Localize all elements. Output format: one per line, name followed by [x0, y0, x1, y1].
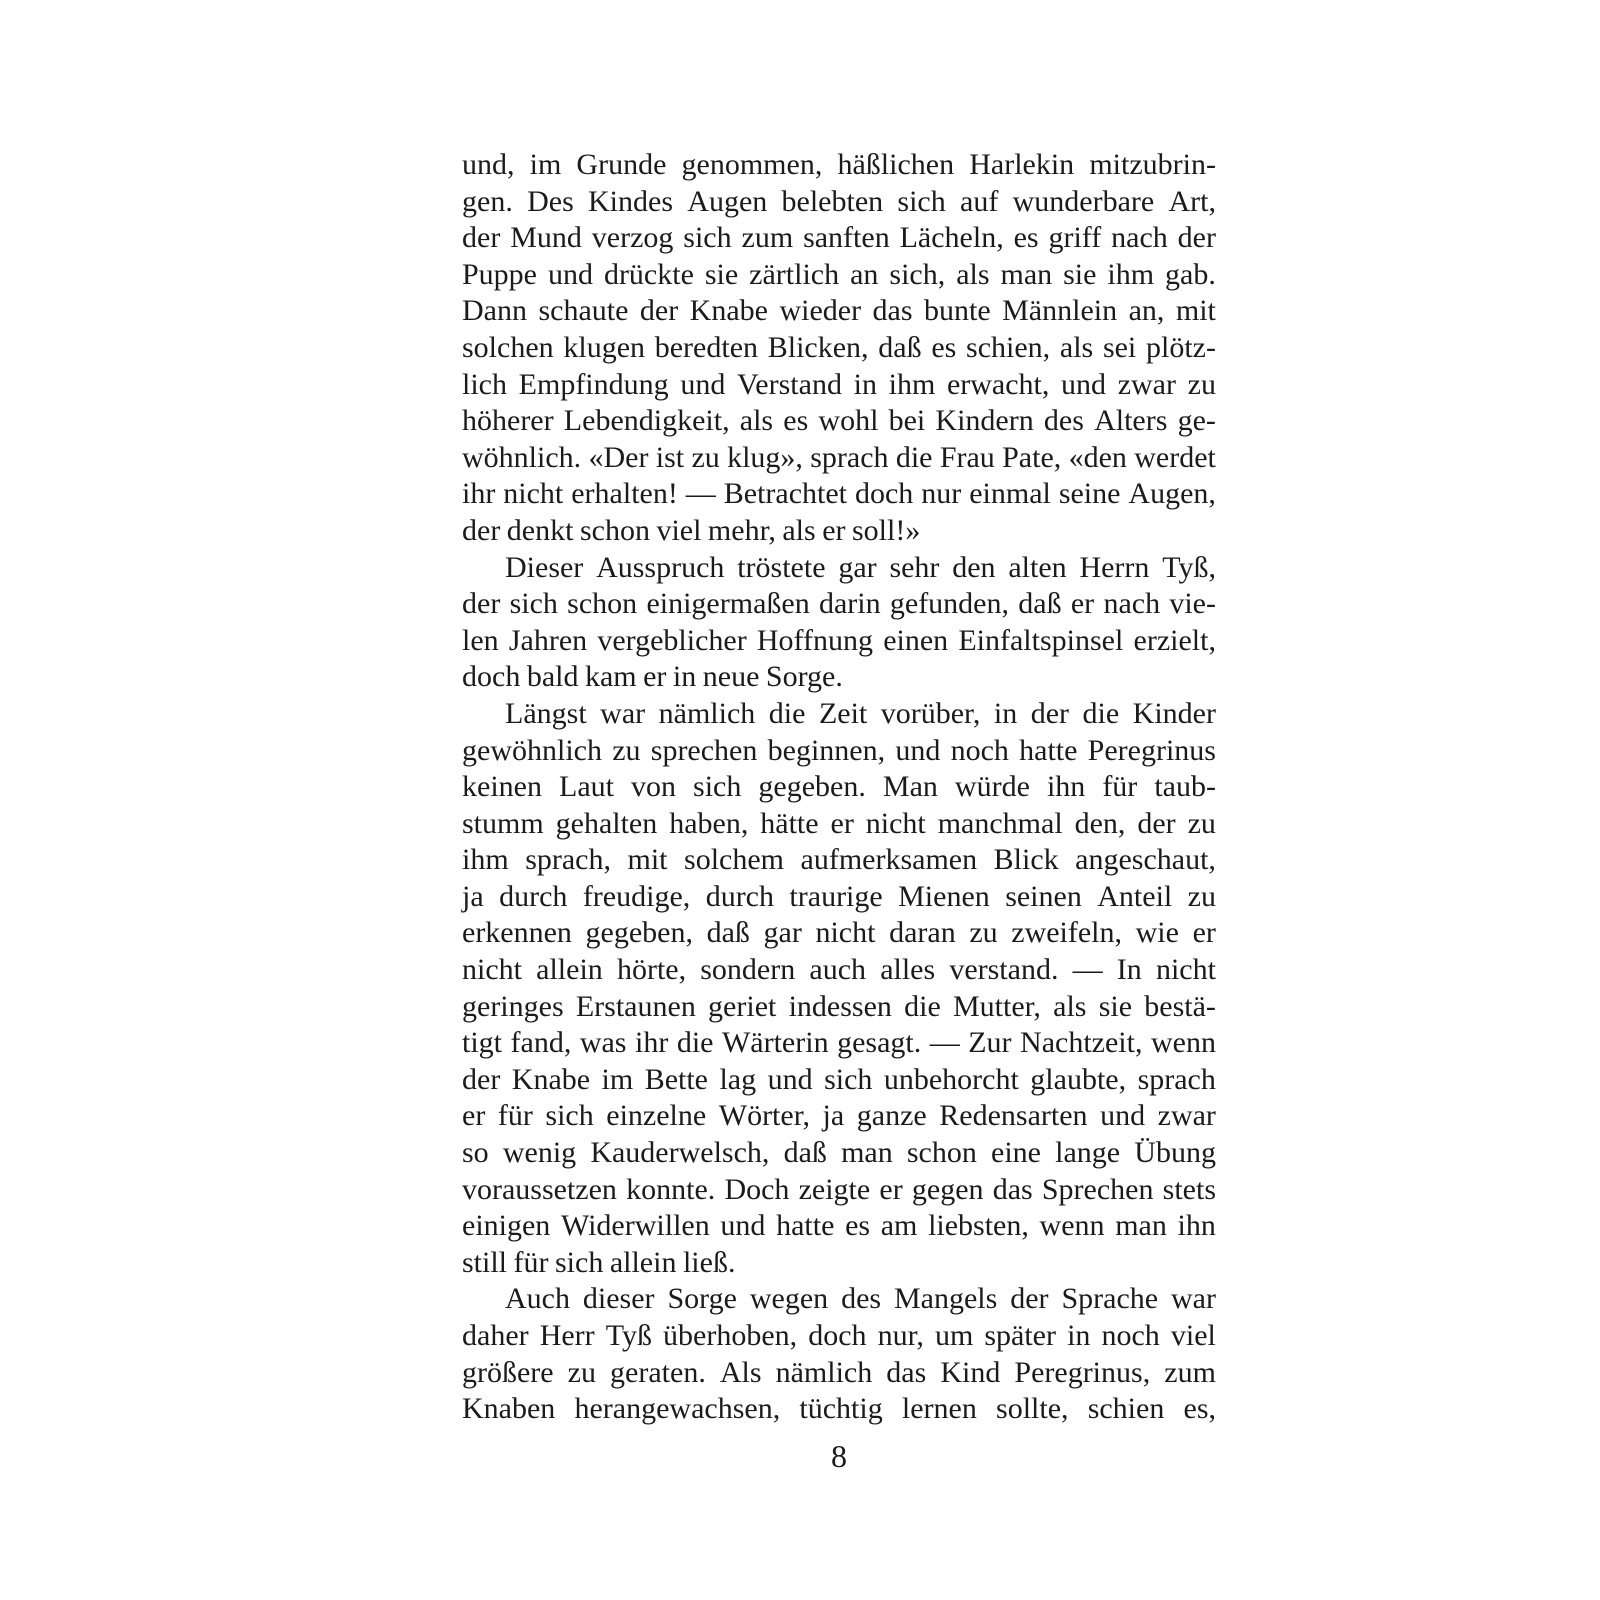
text-line: keinen Laut von sich gegeben. Man würde ihn für taub-: [462, 770, 1216, 804]
text-line: ihm sprach, mit solchem aufmerksamen Blick angeschaut,: [462, 843, 1216, 877]
text-line: solchen klugen beredten Blicken, daß es schien, als sei plötz-: [462, 330, 1216, 364]
paragraph: [462, 1281, 1216, 1427]
text-line: Dieser Ausspruch tröstete gar sehr den alten Herrn Tyß,: [505, 550, 1216, 584]
text-line: einigen Widerwillen und hatte es am liebsten, wenn man ihn: [462, 1209, 1216, 1243]
paragraph: [462, 696, 1216, 1282]
text-line: der Knabe im Bette lag und sich unbehorcht glaubte, sprach: [462, 1062, 1216, 1096]
text-line: ja durch freudige, durch traurige Mienen seinen Anteil zu: [462, 879, 1216, 913]
text-line: höherer Lebendigkeit, als es wohl bei Kindern des Alters ge-: [462, 404, 1216, 438]
text-line: lich Empfindung und Verstand in ihm erwacht, und zwar zu: [462, 367, 1216, 401]
paragraph: [462, 147, 1216, 550]
text-line: len Jahren vergeblicher Hoffnung einen Einfaltspinsel erzielt,: [462, 623, 1216, 657]
text-line: daher Herr Tyß überhoben, doch nur, um später in noch viel: [462, 1319, 1216, 1352]
text-line: nicht allein hörte, sondern auch alles verstand. — In nicht: [462, 953, 1216, 987]
text-line: größere zu geraten. Als nämlich das Kind Peregrinus, zum: [462, 1355, 1216, 1389]
text-line: ihr nicht erhalten! — Betrachtet doch nur einmal seine Augen,: [462, 477, 1216, 511]
text-line: stumm gehalten haben, hätte er nicht manchmal den, der zu: [462, 806, 1216, 840]
text-line: erkennen gegeben, daß gar nicht daran zu zweifeln, wie er: [462, 916, 1216, 950]
text-line: geringes Erstaunen geriet indessen die Mutter, als sie bestä-: [462, 989, 1216, 1023]
text-line: gewöhnlich zu sprechen beginnen, und noch hatte Peregrinus: [462, 733, 1216, 767]
page-number: 8: [831, 1438, 847, 1474]
text-line: der denkt schon viel mehr, als er soll!»: [462, 513, 921, 547]
text-line: Knaben herangewachsen, tüchtig lernen sollte, schien es,: [462, 1392, 1216, 1426]
text-line: Dann schaute der Knabe wieder das bunte Männlein an, mit: [462, 294, 1216, 328]
text-line: gen. Des Kindes Augen belebten sich auf wunderbare Art,: [462, 184, 1216, 218]
text-line: Auch dieser Sorge wegen des Mangels der Sprache war: [505, 1282, 1216, 1316]
text-line: Längst war nämlich die Zeit vorüber, in der die Kinder: [505, 696, 1216, 730]
paragraph: [462, 550, 1216, 696]
text-line: doch bald kam er in neue Sorge.: [462, 660, 843, 694]
text-line: wöhnlich. «Der ist zu klug», sprach die Frau Pate, «den werdet: [462, 440, 1216, 474]
text-line: der sich schon einigermaßen darin gefunden, daß er nach vie-: [462, 587, 1216, 621]
text-line: Puppe und drückte sie zärtlich an sich, als man sie ihm gab.: [462, 257, 1216, 291]
text-line: tigt fand, was ihr die Wärterin gesagt. — Zur Nachtzeit, wenn: [462, 1026, 1216, 1060]
text-line: voraussetzen konnte. Doch zeigte er gegen das Sprechen stets: [462, 1172, 1216, 1206]
text-line: so wenig Kauderwelsch, daß man schon eine lange Übung: [462, 1136, 1216, 1170]
text-line: und, im Grunde genommen, häßlichen Harlekin mitzubrin-: [462, 148, 1216, 181]
text-line: still für sich allein ließ.: [462, 1245, 736, 1279]
text-line: der Mund verzog sich zum sanften Lächeln, es griff nach der: [462, 221, 1216, 255]
text-block: [462, 147, 1216, 1428]
text-line: er für sich einzelne Wörter, ja ganze Redensarten und zwar: [462, 1099, 1216, 1133]
